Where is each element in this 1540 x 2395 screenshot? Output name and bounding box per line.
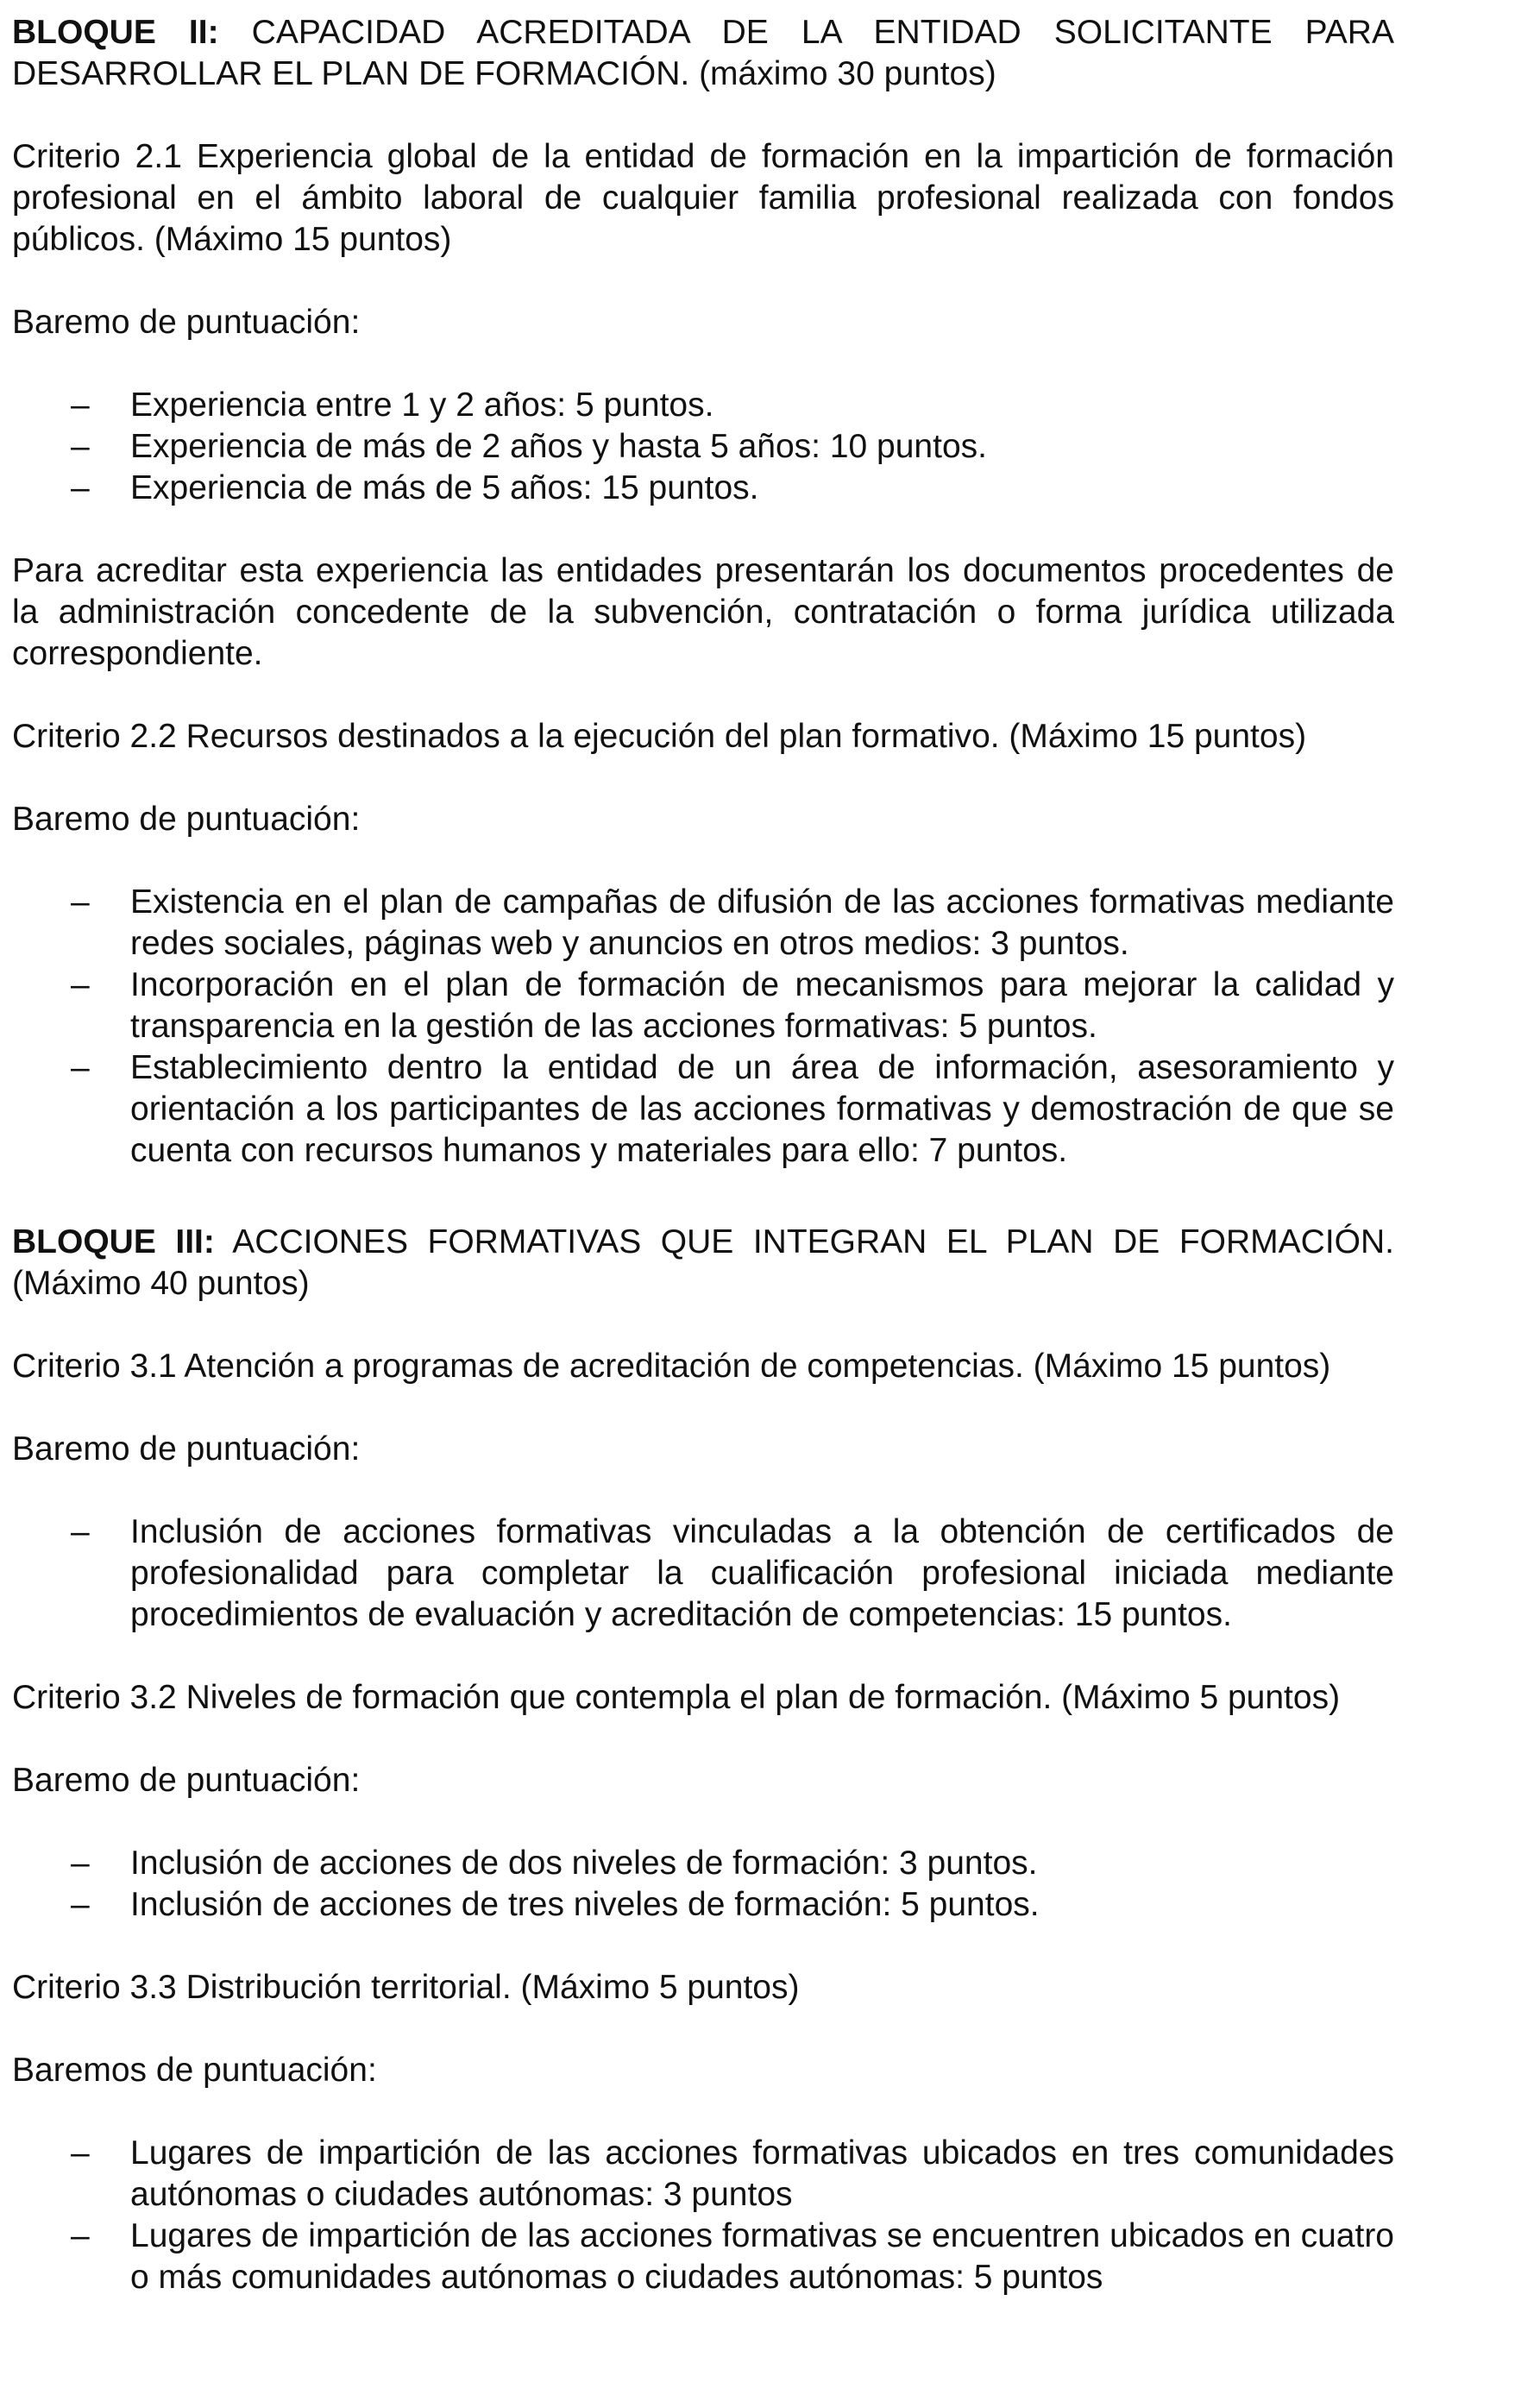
bloque-3-title: ACCIONES FORMATIVAS QUE INTEGRAN EL PLAN DE FORMACIÓN. (Máximo 40 puntos) bbox=[12, 1223, 1394, 1302]
list-item-text: Incorporación en el plan de formación de mecanismos para mejorar la calidad y transparencia en la gestión de las acciones formativas: 5 puntos. bbox=[130, 966, 1394, 1045]
dash-bullet: – bbox=[71, 1886, 90, 1923]
criterio-2-2: Criterio 2.2 Recursos destinados a la ejecución del plan formativo. (Máximo 15 puntos) bbox=[12, 718, 1307, 755]
criterio-3-1: Criterio 3.1 Atención a programas de acreditación de competencias. (Máximo 15 puntos) bbox=[12, 1348, 1331, 1385]
bloque-2-title: CAPACIDAD ACREDITADA DE LA ENTIDAD SOLICITANTE PARA DESARROLLAR EL PLAN DE FORMACIÓN. (máximo 30 puntos) bbox=[12, 14, 1394, 92]
bloque-2-label: BLOQUE II: bbox=[12, 14, 219, 51]
baremo-3-3: Baremos de puntuación: bbox=[12, 2052, 377, 2089]
list-item bbox=[12, 1884, 1394, 1926]
list-item bbox=[12, 1512, 1394, 1636]
dash-bullet: – bbox=[71, 428, 90, 465]
list-item bbox=[12, 965, 1394, 1047]
list-item-text: Lugares de impartición de las acciones formativas se encuentren ubicados en cuatro o más comunidades autónomas o ciudades autónomas: 5 puntos bbox=[130, 2217, 1394, 2296]
list-item bbox=[12, 1047, 1394, 1172]
list-item bbox=[12, 385, 1394, 426]
criterio-3-3: Criterio 3.3 Distribución territorial. (Máximo 5 puntos) bbox=[12, 1969, 800, 2006]
list-item-text: Experiencia entre 1 y 2 años: 5 puntos. bbox=[130, 387, 714, 424]
document-page bbox=[12, 12, 1394, 2298]
list-item-text: Experiencia de más de 5 años: 15 puntos. bbox=[130, 469, 759, 506]
list-item-text: Inclusión de acciones de dos niveles de formación: 3 puntos. bbox=[130, 1845, 1038, 1882]
list-item bbox=[12, 882, 1394, 965]
dash-bullet: – bbox=[71, 2217, 90, 2254]
list-item-text: Inclusión de acciones de tres niveles de formación: 5 puntos. bbox=[130, 1886, 1040, 1923]
dash-bullet: – bbox=[71, 2134, 90, 2172]
dash-bullet: – bbox=[71, 387, 90, 424]
bloque-3-label: BLOQUE III: bbox=[12, 1223, 215, 1260]
dash-bullet: – bbox=[71, 1513, 90, 1550]
dash-bullet: – bbox=[71, 966, 90, 1003]
list-item-text: Existencia en el plan de campañas de difusión de las acciones formativas mediante redes sociales, páginas web y anuncios en otros medios: 3 puntos. bbox=[130, 883, 1394, 962]
baremo-3-1: Baremo de puntuación: bbox=[12, 1430, 361, 1468]
list-item bbox=[12, 1843, 1394, 1884]
dash-bullet: – bbox=[71, 1845, 90, 1882]
bloque-3-heading bbox=[12, 1222, 1394, 1304]
list-item bbox=[12, 426, 1394, 468]
baremo-3-2: Baremo de puntuación: bbox=[12, 1762, 361, 1799]
list-item bbox=[12, 2216, 1394, 2298]
note-2-1: Para acreditar esta experiencia las entidades presentarán los documentos procedentes de la administración concedente de la subvención, contratación o forma jurídica utilizada correspondiente. bbox=[12, 552, 1394, 672]
bloque-2-heading bbox=[12, 12, 1394, 95]
list-item bbox=[12, 2133, 1394, 2216]
list-item-text: Experiencia de más de 2 años y hasta 5 años: 10 puntos. bbox=[130, 428, 987, 465]
criterio-3-2: Criterio 3.2 Niveles de formación que contempla el plan de formación. (Máximo 5 puntos) bbox=[12, 1679, 1341, 1716]
list-3-1 bbox=[12, 1512, 1394, 1636]
list-2-2 bbox=[12, 882, 1394, 1172]
list-item-text: Establecimiento dentro la entidad de un área de información, asesoramiento y orientación a los participantes de las acciones formativas y demostración de que se cuenta con recursos humanos y materiales para ello: 7 puntos. bbox=[130, 1049, 1394, 1169]
baremo-2-1: Baremo de puntuación: bbox=[12, 304, 361, 341]
list-item-text: Inclusión de acciones formativas vinculadas a la obtención de certificados de profesionalidad para completar la cualificación profesional iniciada mediante procedimientos de evaluación y acreditación de competencias: 15 puntos. bbox=[130, 1513, 1394, 1633]
list-item bbox=[12, 468, 1394, 509]
dash-bullet: – bbox=[71, 883, 90, 921]
criterio-2-1: Criterio 2.1 Experiencia global de la entidad de formación en la impartición de formación profesional en el ámbito laboral de cualquier familia profesional realizada con fondos públicos. (Máximo 15 puntos) bbox=[12, 138, 1394, 258]
list-2-1 bbox=[12, 385, 1394, 509]
list-3-3 bbox=[12, 2133, 1394, 2298]
list-3-2 bbox=[12, 1843, 1394, 1926]
baremo-2-2: Baremo de puntuación: bbox=[12, 801, 361, 838]
dash-bullet: – bbox=[71, 1049, 90, 1086]
list-item-text: Lugares de impartición de las acciones formativas ubicados en tres comunidades autónomas o ciudades autónomas: 3 puntos bbox=[130, 2134, 1394, 2213]
dash-bullet: – bbox=[71, 469, 90, 506]
